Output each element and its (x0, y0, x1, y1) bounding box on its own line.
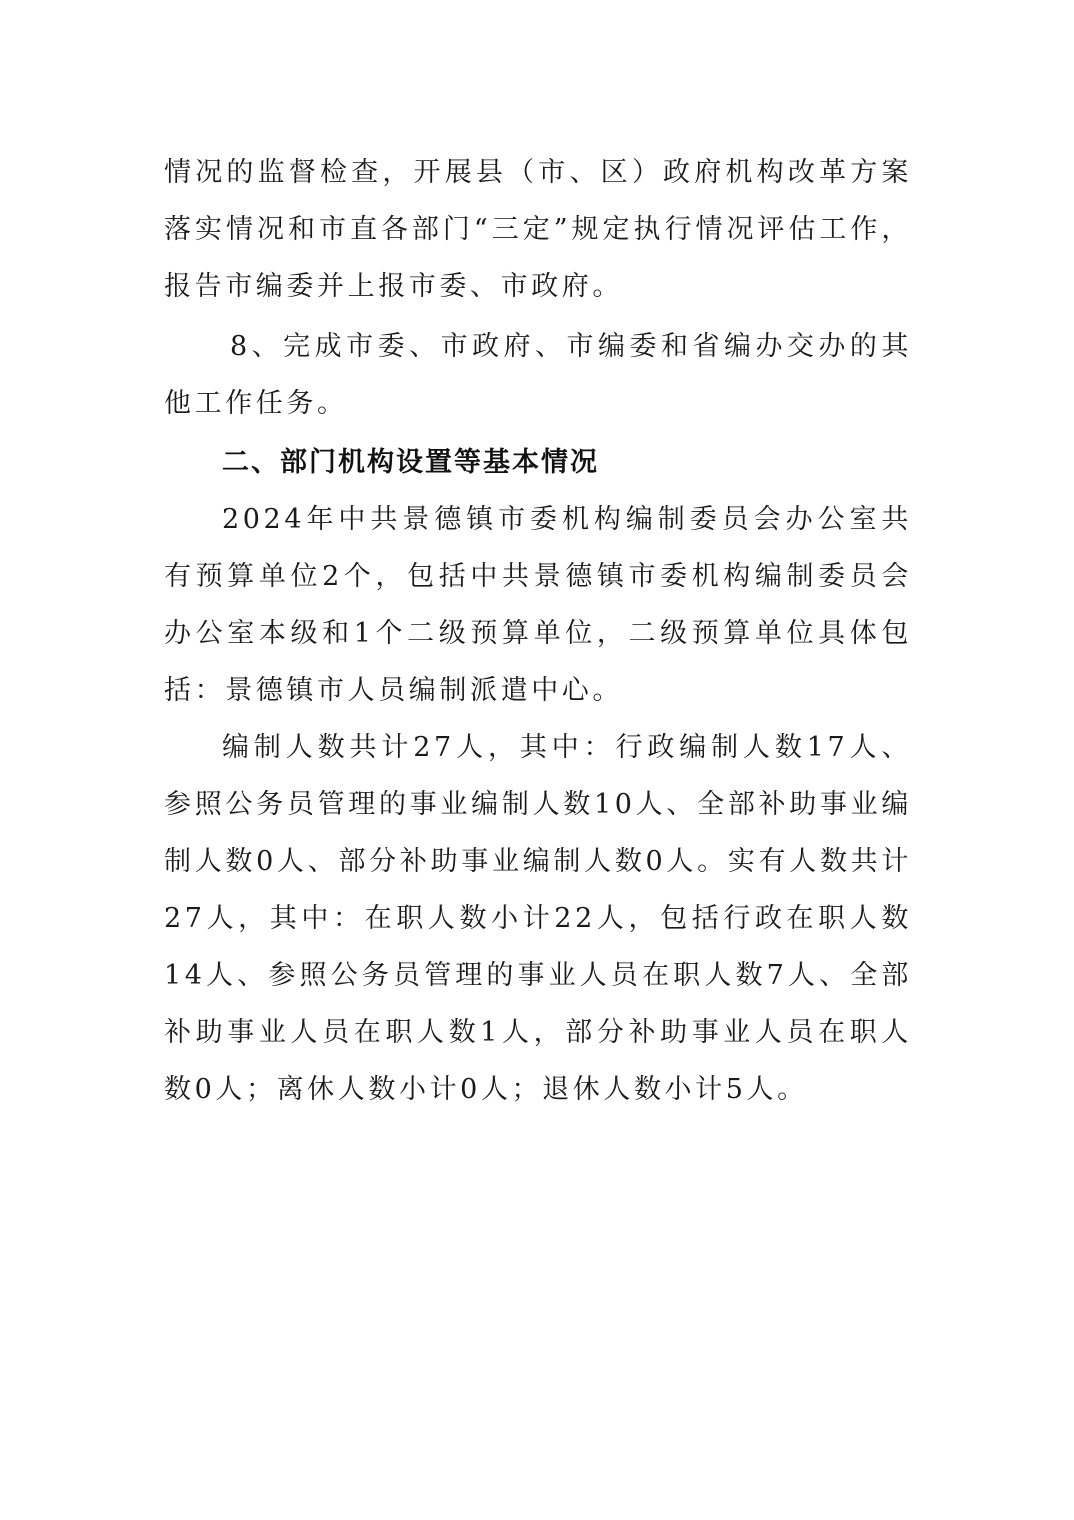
paragraph-staffing: 编制人数共计27人，其中：行政编制人数17人、参照公务员管理的事业编制人数10人、全部补助事业编制人数0人、部分补助事业编制人数0人。实有人数共计27人，其中：在职人数小计22人，包括行政在职人数14人、参照公务员管理的事业人员在职人数7人、全部补助事业人员在职人数1人，部分补助事业人员在职人数0人；离休人数小计0人；退休人数小计5人。 (164, 732, 912, 1105)
document-body (164, 144, 912, 1118)
paragraph-budget-units: 2024年中共景德镇市委机构编制委员会办公室共有预算单位2个，包括中共景德镇市委机构编制委员会办公室本级和1个二级预算单位，二级预算单位具体包括：景德镇市人员编制派遣中心。 (164, 504, 912, 706)
section-heading-2: 二、部门机构设置等基本情况 (222, 447, 599, 478)
paragraph-supervision: 情况的监督检查，开展县（市、区）政府机构改革方案落实情况和市直各部门“三定”规定执行情况评估工作，报告市编委并上报市委、市政府。 (164, 157, 912, 302)
paragraph-item-8: 8、完成市委、市政府、市编委和省编办交办的其他工作任务。 (164, 331, 912, 419)
